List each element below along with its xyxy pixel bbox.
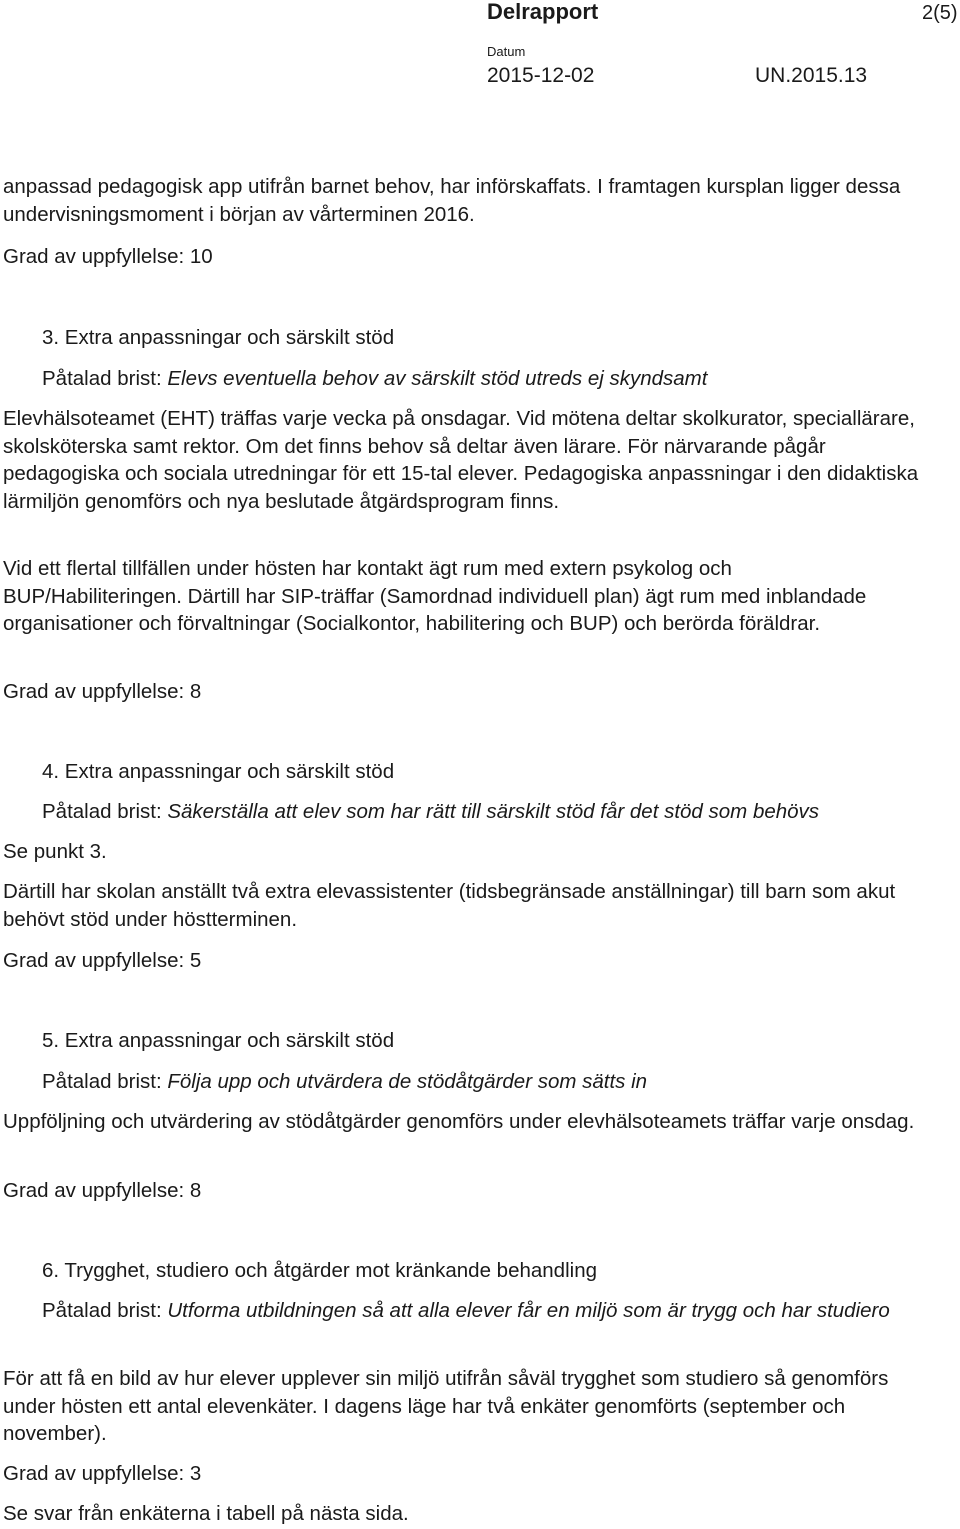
intro-text: anpassad pedagogisk app utifrån barnet behov, har införskaffats. I framtagen kursplan ligger dessa undervisningsmoment i början av vårterminen 2016. — [3, 175, 901, 226]
date-label: Datum — [487, 44, 526, 59]
section-3-heading: 3. Extra anpassningar och särskilt stöd — [42, 326, 395, 349]
section-6-paragraph — [3, 1365, 928, 1448]
brist-text: Följa upp och utvärdera de stödåtgärder som sätts in — [167, 1070, 648, 1093]
section-6-grade: Grad av uppfyllelse: 3 — [3, 1462, 202, 1485]
section-5-paragraph — [3, 1108, 918, 1136]
section-4-heading: 4. Extra anpassningar och särskilt stöd — [42, 760, 395, 783]
paragraph-text: Uppföljning och utvärdering av stödåtgärder genomförs under elevhälsoteamets träffar varje onsdag. — [3, 1110, 915, 1133]
document-title: Delrapport — [487, 0, 599, 24]
section-5-heading: 5. Extra anpassningar och särskilt stöd — [42, 1029, 395, 1052]
page-number: 2(5) — [922, 2, 958, 24]
date-value: 2015-12-02 — [487, 64, 595, 87]
brist-text: Elevs eventuella behov av särskilt stöd utreds ej skyndsamt — [167, 367, 708, 390]
brist-text: Säkerställa att elev som har rätt till särskilt stöd får det stöd som behövs — [167, 800, 820, 823]
section-6-heading: 6. Trygghet, studiero och åtgärder mot kränkande behandling — [42, 1259, 597, 1282]
intro-grade: Grad av uppfyllelse: 10 — [3, 245, 213, 268]
footer-note: Se svar från enkäterna i tabell på nästa sida. — [3, 1502, 409, 1525]
section-4-paragraph — [3, 878, 948, 933]
paragraph-text: Vid ett flertal tillfällen under hösten har kontakt ägt rum med extern psykolog och BUP/Habiliteringen. Därtill har SIP-träffar (Samordnad individuell plan) ägt rum med inblandade organisationer och förvaltningar (Socialkontor, habilitering och BUP) och berörda föräldrar. — [3, 557, 867, 635]
intro-paragraph — [3, 173, 933, 228]
brist-label: Påtalad brist: — [42, 1070, 168, 1093]
brist-text: Utforma utbildningen så att alla elever får en miljö som är trygg och har studiero — [167, 1299, 890, 1322]
paragraph-text: Elevhälsoteamet (EHT) träffas varje vecka på onsdagar. Vid mötena deltar skolkurator, speciallärare, skolsköterska samt rektor. Om det finns behov så deltar även lärare. För närvarande pågår pedagogiska och sociala utredningar för ett 15-tal elever. Pedagogiska anpassningar i den didaktiska lärmiljön genomförs och nya beslutade åtgärdsprogram finns. — [3, 407, 919, 513]
section-4-grade: Grad av uppfyllelse: 5 — [3, 949, 202, 972]
brist-label: Påtalad brist: — [42, 367, 168, 390]
section-5-grade: Grad av uppfyllelse: 8 — [3, 1179, 202, 1202]
paragraph-text: Därtill har skolan anställt två extra elevassistenter (tidsbegränsade anställningar) till barn som akut behövt stöd under höstterminen. — [3, 880, 896, 931]
paragraph-text: För att få en bild av hur elever upplever sin miljö utifrån såväl trygghet som studiero så genomförs under hösten ett antal elevenkäter. I dagens läge har två enkäter genomförts (september och november). — [3, 1367, 889, 1445]
section-4-note: Se punkt 3. — [3, 840, 107, 863]
reference-number: UN.2015.13 — [755, 64, 868, 87]
brist-label: Påtalad brist: — [42, 800, 168, 823]
section-6-brist — [42, 1297, 947, 1325]
section-3-brist — [42, 365, 707, 393]
section-3-paragraph-1 — [3, 405, 935, 515]
section-5-brist — [42, 1068, 647, 1096]
section-4-brist — [42, 798, 819, 826]
section-3-paragraph-2 — [3, 555, 883, 638]
brist-label: Påtalad brist: — [42, 1299, 168, 1322]
section-3-grade: Grad av uppfyllelse: 8 — [3, 680, 202, 703]
